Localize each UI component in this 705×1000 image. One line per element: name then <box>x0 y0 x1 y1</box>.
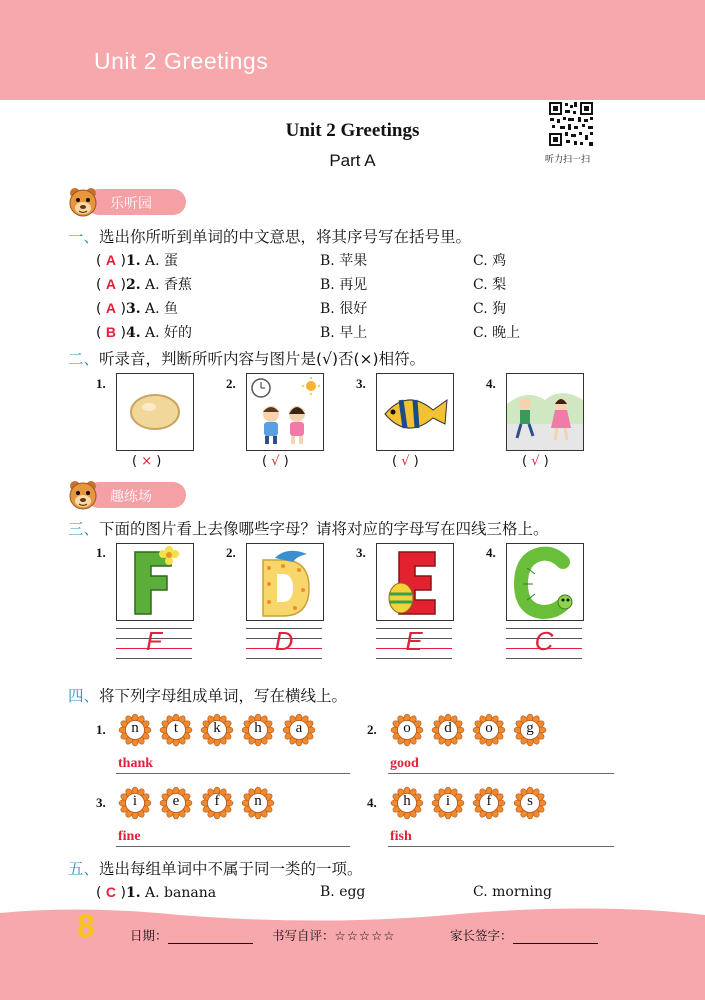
flower-letter: h <box>254 720 262 736</box>
option-a: A. 好的 <box>145 325 193 341</box>
date-blank <box>168 931 253 944</box>
question-1-heading <box>68 225 471 247</box>
qr-caption: 听力扫一扫 <box>545 155 591 165</box>
letter-flower <box>513 713 547 747</box>
item-number: 3. <box>356 376 366 391</box>
option-b: B. 再见 <box>320 277 368 293</box>
question-2-heading <box>68 347 425 369</box>
flower-letter: d <box>444 720 452 736</box>
item-number: 1. <box>125 885 141 901</box>
rating-stars: ☆☆☆☆☆ <box>334 928 396 943</box>
option-b: B. 苹果 <box>320 253 368 269</box>
answer-mark: A <box>105 252 117 268</box>
item-number: 1. <box>96 376 106 391</box>
letter-c-picture <box>506 543 584 621</box>
letter-flower <box>118 713 152 747</box>
letter-flower <box>159 786 193 820</box>
date-label: 日期： <box>130 928 168 943</box>
flower-letter: s <box>527 793 533 809</box>
item-number: 3. <box>96 795 106 810</box>
self-eval-field <box>272 926 396 944</box>
item-number: 3. <box>356 545 366 560</box>
option-c: C. morning <box>473 884 552 900</box>
answer-mark: A <box>105 276 117 292</box>
item-number: 4. <box>486 376 496 391</box>
handwritten-answer: C <box>534 626 554 656</box>
question-3-heading <box>68 517 549 539</box>
flower-letter: n <box>254 793 262 809</box>
option-c: C. 鸡 <box>473 253 507 269</box>
kids-clock-picture <box>246 373 324 451</box>
question-1-text: 选出你所听到单词的中文意思，将其序号写在括号里。 <box>99 228 472 246</box>
answer-mark: B <box>105 324 117 340</box>
answer-word: thank <box>118 756 154 771</box>
letter-flower <box>472 786 506 820</box>
judge-mark: × <box>141 454 153 469</box>
letter-flower <box>159 713 193 747</box>
letter-flower <box>200 786 234 820</box>
item-number: 4. <box>125 325 141 341</box>
page-number: 8 <box>77 908 95 944</box>
letter-flower <box>241 713 275 747</box>
question-3-number: 三、 <box>68 520 100 538</box>
flower-letter: f <box>486 793 492 809</box>
flower-letter: e <box>172 793 180 809</box>
item-number: 4. <box>367 795 377 810</box>
flower-letter: n <box>131 720 139 736</box>
answer-line <box>388 773 614 774</box>
item-number: 1. <box>96 545 106 560</box>
flower-letter: k <box>213 720 221 736</box>
judge-answer: ( √ ) <box>262 454 289 469</box>
letter-d-picture <box>246 543 324 621</box>
question-3-text: 下面的图片看上去像哪些字母？请将对应的字母写在四线三格上。 <box>99 520 549 538</box>
judge-answer: ( √ ) <box>522 454 549 469</box>
answer-mark: A <box>105 300 117 316</box>
flower-letter: i <box>132 793 138 809</box>
date-field <box>130 926 253 944</box>
item-number: 2. <box>125 277 141 293</box>
judge-answer: ( × ) <box>132 454 162 469</box>
section-label-listen: 乐听园 <box>110 196 152 212</box>
question-4-text: 将下列字母组成单词，写在横线上。 <box>99 687 348 705</box>
header-title: Unit 2 Greetings <box>94 48 269 74</box>
letter-flower <box>472 713 506 747</box>
question-4-heading <box>68 684 347 706</box>
option-c: C. 狗 <box>473 301 507 317</box>
flower-letter: a <box>295 720 303 736</box>
handwritten-answer: F <box>146 626 162 656</box>
parent-signature-label: 家长签字： <box>450 928 513 943</box>
letter-f-picture <box>116 543 194 621</box>
fish-picture <box>376 373 454 451</box>
judge-mark: √ <box>401 454 410 469</box>
letter-e-picture <box>376 543 454 621</box>
answer-line <box>116 846 350 847</box>
option-c: C. 梨 <box>473 277 507 293</box>
option-b: B. 早上 <box>320 325 368 341</box>
item-number: 1. <box>125 253 141 269</box>
question-4-number: 四、 <box>68 687 100 705</box>
question-1-number: 一、 <box>68 228 100 246</box>
page-title: Unit 2 Greetings <box>285 120 420 141</box>
answer-word: fish <box>390 829 412 844</box>
item-number: 3. <box>125 301 141 317</box>
flower-letter: i <box>445 793 451 809</box>
question-2-text: 听录音，判断所听内容与图片是(√)否(×)相符。 <box>99 350 426 368</box>
kids-walking-picture <box>506 373 584 451</box>
mascot-icon <box>65 184 101 220</box>
egg-picture <box>116 373 194 451</box>
signature-blank <box>513 931 598 944</box>
letter-flower <box>431 786 465 820</box>
section-label-fun: 趣练场 <box>110 489 152 505</box>
question-5-text: 选出每组单词中不属于同一类的一项。 <box>99 860 363 878</box>
item-number: 1. <box>96 722 106 737</box>
answer-line <box>388 846 614 847</box>
mascot-icon <box>65 477 101 513</box>
flower-letter: f <box>214 793 220 809</box>
answer-mark: C <box>105 884 117 900</box>
letter-flower <box>241 786 275 820</box>
handwritten-answer: D <box>274 626 294 656</box>
flower-letter: g <box>526 720 534 736</box>
letter-flower <box>513 786 547 820</box>
footer-band <box>0 905 705 1000</box>
judge-mark: √ <box>271 454 280 469</box>
answer-word: fine <box>118 829 141 844</box>
parent-signature-field <box>450 926 598 944</box>
item-number: 2. <box>367 722 377 737</box>
item-number: 2. <box>226 545 236 560</box>
flower-letter: o <box>403 720 411 736</box>
question-2-number: 二、 <box>68 350 100 368</box>
option-a: A. 鱼 <box>145 301 179 317</box>
flower-letter: h <box>403 793 411 809</box>
letter-flower <box>200 713 234 747</box>
option-a: A. banana <box>145 885 217 901</box>
option-c: C. 晚上 <box>473 325 521 341</box>
question-5-heading <box>68 857 363 879</box>
letter-flower <box>282 713 316 747</box>
page-subtitle: Part A <box>329 151 376 170</box>
judge-mark: √ <box>531 454 540 469</box>
option-b: B. 很好 <box>320 301 368 317</box>
self-eval-label: 书写自评： <box>272 928 335 943</box>
item-number: 4. <box>486 545 496 560</box>
option-b: B. egg <box>320 884 366 900</box>
answer-word: good <box>390 756 419 771</box>
letter-flower <box>431 713 465 747</box>
judge-answer: ( √ ) <box>392 454 419 469</box>
item-number: 2. <box>226 376 236 391</box>
flower-letter: o <box>485 720 493 736</box>
flower-letter: t <box>173 720 179 736</box>
handwritten-answer: E <box>405 626 423 656</box>
question-5-number: 五、 <box>68 860 100 878</box>
letter-flower <box>390 713 424 747</box>
option-a: A. 香蕉 <box>145 277 193 293</box>
letter-flower <box>390 786 424 820</box>
letter-flower <box>118 786 152 820</box>
page-header-band <box>0 0 705 100</box>
answer-line <box>116 773 350 774</box>
option-a: A. 蛋 <box>145 253 179 269</box>
